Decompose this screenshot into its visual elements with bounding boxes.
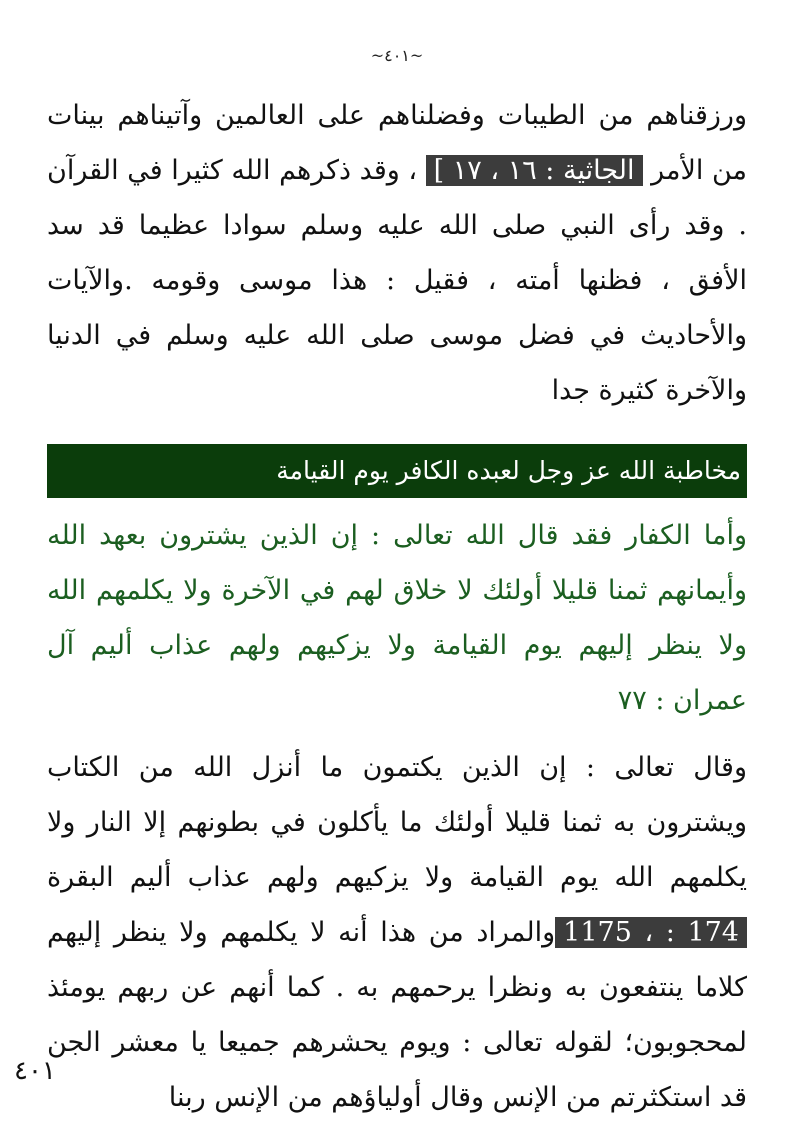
paragraph-text: ، وقد ذكرهم الله كثيرا في القرآن . وقد رأى النبي صلى الله عليه وسلم سوادا عظيما قد سد الأفق ، فظنها أمته ، فقيل : هذا موسى وقومه .والآيات والأحاديث في فضل موسى صلى الله عليه وسلم في الدنيا والآخرة كثيرة جدا (47, 155, 747, 406)
page-content (47, 88, 747, 1125)
paragraph-text: والمراد من هذا أنه لا يكلمهم ولا ينظر إليهم كلاما ينتفعون به ونظرا يرحمهم به . كما أنهم عن ربهم يومئذ لمحجوبون؛ لقوله تعالى : ويوم يحشرهم جميعا يا معشر الجن قد استكثرتم من الإنس وقال أولياؤهم من الإنس ربنا (47, 917, 747, 1113)
paragraph-text: ورزقناهم من الطيبات وفضلناهم على العالمين وآتيناهم بينات من الأمر (47, 100, 747, 186)
section-heading: مخاطبة الله عز وجل لعبده الكافر يوم القيامة (47, 444, 747, 498)
quran-reference-highlight: الجاثية : ١٦ ، ١٧ ] (426, 155, 643, 186)
page-header-marker: ~٤٠١~ (370, 46, 424, 65)
paragraph-moses (47, 88, 747, 418)
paragraph-text: وقال تعالى : إن الذين يكتمون ما أنزل الله من الكتاب ويشترون به ثمنا قليلا أولئك ما يأكلون في بطونهم إلا النار ولا يكلمهم الله يوم القيامة ولا يزكيهم ولهم عذاب أليم البقرة (47, 752, 747, 893)
quran-quote-paragraph: وأما الكفار فقد قال الله تعالى : إن الذين يشترون بعهد الله وأيمانهم ثمنا قليلا أولئك لا خلاق لهم في الآخرة ولا يكلمهم الله ولا ينظر إليهم يوم القيامة ولا يزكيهم ولهم عذاب أليم آل عمران : ٧٧ (47, 520, 747, 716)
paragraph-explanation (47, 740, 747, 1125)
verse-number-highlight: 174 : ، 1175 (555, 917, 747, 948)
page-number: ٤٠١ (14, 1056, 56, 1086)
